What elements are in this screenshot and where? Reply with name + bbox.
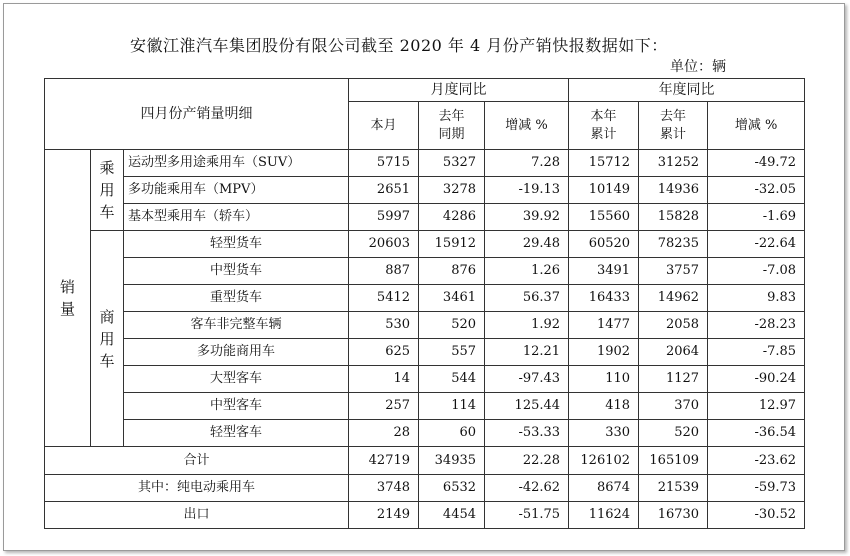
value-cell-y-chg: 12.97 [708, 393, 805, 420]
value-cell-m: 20603 [349, 231, 419, 258]
vertical-char: 车 [99, 203, 115, 221]
header-line: 本年 [590, 108, 617, 124]
value-cell-m-chg: -97.43 [485, 366, 569, 393]
value-cell-y: 15712 [569, 150, 639, 177]
value-cell-y: 126102 [569, 447, 639, 475]
value-cell-m-prev: 3461 [419, 285, 485, 312]
table-row [45, 475, 805, 502]
value-cell-y-prev: 78235 [639, 231, 708, 258]
value-cell-y-chg: -28.23 [708, 312, 805, 339]
value-cell-y-chg: -7.85 [708, 339, 805, 366]
value-cell-m: 42719 [349, 447, 419, 475]
value-cell-m: 2149 [349, 502, 419, 529]
unit-label: 单位：辆 [670, 59, 726, 75]
value-cell-m: 5715 [349, 150, 419, 177]
value-cell-m-prev: 15912 [419, 231, 485, 258]
value-cell-m-chg: 56.37 [485, 285, 569, 312]
value-cell-y-prev: 2058 [639, 312, 708, 339]
value-cell-m-prev: 34935 [419, 447, 485, 475]
report-title: 安徽江淮汽车集团股份有限公司截至 2020 年 4 月份产销快报数据如下： [130, 36, 668, 55]
vertical-char: 用 [99, 329, 115, 348]
value-cell-m-chg: 39.92 [485, 204, 569, 231]
row-name: 客车非完整车辆 [124, 312, 349, 339]
header-line: 累计 [660, 126, 687, 142]
value-cell-m-prev: 4454 [419, 502, 485, 529]
row-name: 中型货车 [124, 258, 349, 285]
value-cell-m-chg: -53.33 [485, 420, 569, 447]
value-cell-m: 5997 [349, 204, 419, 231]
table-row [45, 420, 805, 447]
row-name: 出口 [45, 502, 349, 529]
value-cell-y-prev: 21539 [639, 475, 708, 502]
vertical-char: 商 [99, 307, 115, 326]
vertical-char: 乘 [99, 159, 115, 177]
header-line: 同期 [438, 126, 465, 142]
value-cell-y-prev: 31252 [639, 150, 708, 177]
table-row [45, 258, 805, 285]
table-row [45, 366, 805, 393]
value-cell-m-chg: -51.75 [485, 502, 569, 529]
value-cell-y-chg: -1.69 [708, 204, 805, 231]
value-cell-m: 530 [349, 312, 419, 339]
row-name: 重型货车 [124, 285, 349, 312]
value-cell-m-chg: -42.62 [485, 475, 569, 502]
value-cell-y: 110 [569, 366, 639, 393]
value-cell-y-prev: 1127 [639, 366, 708, 393]
ytd-header [569, 102, 639, 150]
row-name: 轻型货车 [124, 231, 349, 258]
value-cell-m-prev: 876 [419, 258, 485, 285]
value-cell-y-prev: 165109 [639, 447, 708, 475]
row-name: 运动型多用途乘用车（SUV） [124, 150, 349, 177]
monthly-change-header: 增减 % [485, 102, 569, 150]
value-cell-y: 3491 [569, 258, 639, 285]
this-month-header: 本月 [349, 102, 419, 150]
value-cell-y-chg: -7.08 [708, 258, 805, 285]
value-cell-m-chg: 1.92 [485, 312, 569, 339]
value-cell-m-chg: 12.21 [485, 339, 569, 366]
value-cell-y-prev: 15828 [639, 204, 708, 231]
value-cell-m-prev: 6532 [419, 475, 485, 502]
sales-group-label [45, 150, 91, 447]
value-cell-m: 257 [349, 393, 419, 420]
value-cell-y-chg: -36.54 [708, 420, 805, 447]
detail-header: 四月份产销量明细 [45, 79, 349, 150]
value-cell-y-prev: 14962 [639, 285, 708, 312]
value-cell-y: 1477 [569, 312, 639, 339]
value-cell-y-prev: 14936 [639, 177, 708, 204]
sales-table [44, 78, 805, 529]
value-cell-y-prev: 520 [639, 420, 708, 447]
value-cell-m-chg: 29.48 [485, 231, 569, 258]
value-cell-m-chg: 125.44 [485, 393, 569, 420]
value-cell-m-prev: 4286 [419, 204, 485, 231]
value-cell-y: 330 [569, 420, 639, 447]
header-line: 去年 [660, 108, 687, 124]
value-cell-m: 887 [349, 258, 419, 285]
value-cell-y: 16433 [569, 285, 639, 312]
value-cell-y-chg: -22.64 [708, 231, 805, 258]
value-cell-m-prev: 114 [419, 393, 485, 420]
value-cell-m: 625 [349, 339, 419, 366]
row-name: 其中：纯电动乘用车 [45, 475, 349, 502]
table-row [45, 285, 805, 312]
vertical-char: 销 [59, 278, 75, 296]
value-cell-y: 15560 [569, 204, 639, 231]
value-cell-m: 14 [349, 366, 419, 393]
table-row [45, 312, 805, 339]
header-row-1 [45, 79, 805, 102]
passenger-group-label [91, 150, 124, 231]
yearly-change-header: 增减 % [708, 102, 805, 150]
value-cell-m: 3748 [349, 475, 419, 502]
value-cell-y: 1902 [569, 339, 639, 366]
table-row [45, 447, 805, 475]
value-cell-y: 418 [569, 393, 639, 420]
row-name: 多功能乘用车（MPV） [124, 177, 349, 204]
value-cell-m-prev: 520 [419, 312, 485, 339]
header-line: 去年 [438, 108, 465, 124]
row-name: 多功能商用车 [124, 339, 349, 366]
value-cell-y: 10149 [569, 177, 639, 204]
last-year-same-period-header [419, 102, 485, 150]
row-name: 轻型客车 [124, 420, 349, 447]
header-line: 累计 [590, 126, 617, 142]
value-cell-y-chg: -23.62 [708, 447, 805, 475]
table-row [45, 502, 805, 529]
value-cell-m: 5412 [349, 285, 419, 312]
row-name: 大型客车 [124, 366, 349, 393]
value-cell-y-chg: 9.83 [708, 285, 805, 312]
row-name: 中型客车 [124, 393, 349, 420]
monthly-header: 月度同比 [349, 79, 569, 102]
value-cell-y-chg: -32.05 [708, 177, 805, 204]
table-row [45, 204, 805, 231]
value-cell-y: 60520 [569, 231, 639, 258]
value-cell-y: 11624 [569, 502, 639, 529]
table-row [45, 339, 805, 366]
table-row [45, 231, 805, 258]
table-row [45, 150, 805, 177]
value-cell-m-prev: 5327 [419, 150, 485, 177]
value-cell-m-prev: 60 [419, 420, 485, 447]
table-row [45, 177, 805, 204]
value-cell-m: 2651 [349, 177, 419, 204]
row-name: 基本型乘用车（轿车） [124, 204, 349, 231]
last-ytd-header [639, 102, 708, 150]
value-cell-y-prev: 16730 [639, 502, 708, 529]
value-cell-y: 8674 [569, 475, 639, 502]
row-name: 合计 [45, 447, 349, 475]
value-cell-m-prev: 3278 [419, 177, 485, 204]
value-cell-m-chg: 22.28 [485, 447, 569, 475]
value-cell-m-chg: 7.28 [485, 150, 569, 177]
table-row [45, 393, 805, 420]
value-cell-y-prev: 2064 [639, 339, 708, 366]
value-cell-y-chg: -90.24 [708, 366, 805, 393]
value-cell-y-chg: -30.52 [708, 502, 805, 529]
vertical-char: 量 [59, 300, 75, 318]
value-cell-y-prev: 3757 [639, 258, 708, 285]
value-cell-m-chg: 1.26 [485, 258, 569, 285]
value-cell-y-chg: -49.72 [708, 150, 805, 177]
vertical-char: 车 [99, 351, 115, 370]
value-cell-m-prev: 557 [419, 339, 485, 366]
value-cell-y-prev: 370 [639, 393, 708, 420]
commercial-group-label [91, 231, 124, 447]
value-cell-y-chg: -59.73 [708, 475, 805, 502]
yearly-header: 年度同比 [569, 79, 805, 102]
value-cell-m: 28 [349, 420, 419, 447]
value-cell-m-chg: -19.13 [485, 177, 569, 204]
vertical-char: 用 [99, 181, 115, 199]
value-cell-m-prev: 544 [419, 366, 485, 393]
